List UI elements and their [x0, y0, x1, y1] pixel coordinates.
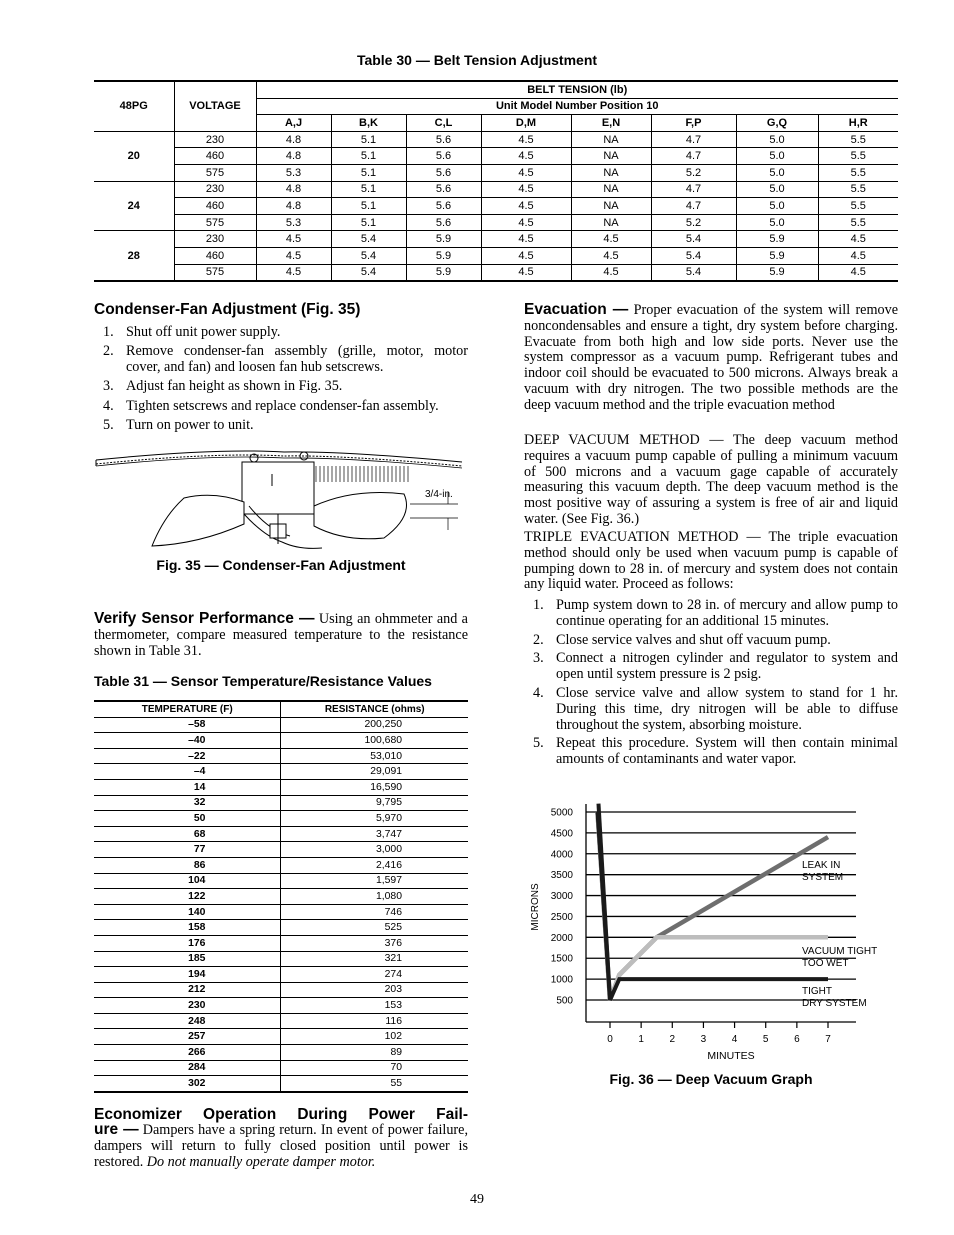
tension-cell: 5.5	[818, 164, 898, 181]
unit-size: 28	[94, 231, 174, 281]
tension-cell: 5.6	[406, 214, 481, 231]
tension-cell: 5.1	[331, 148, 406, 165]
fig35-caption: Fig. 35 — Condenser-Fan Adjustment	[156, 557, 406, 573]
tension-cell: 4.5	[256, 231, 331, 248]
step-text: Close service valves and shut off vacuum pump.	[556, 631, 831, 648]
series-label: TOO WET	[802, 958, 849, 969]
series-label: TIGHT	[802, 986, 832, 997]
evacuation-paragraph	[524, 302, 898, 414]
step-number: 5.	[103, 416, 114, 433]
tension-cell: 5.0	[736, 164, 818, 181]
header-resistance: RESISTANCE (ohms)	[281, 701, 468, 717]
header-temperature: TEMPERATURE (F)	[94, 701, 281, 717]
tension-cell: 5.5	[818, 148, 898, 165]
tension-cell: 5.2	[651, 214, 736, 231]
header-belt-tension: BELT TENSION (lb)	[256, 81, 898, 98]
tension-cell: 5.6	[406, 164, 481, 181]
list-item	[524, 651, 898, 683]
table-row	[94, 795, 468, 811]
tension-cell: 4.5	[481, 264, 571, 281]
table-row	[94, 198, 898, 215]
tension-cell: 4.5	[481, 181, 571, 198]
table-row	[94, 873, 468, 889]
step-number: 2.	[533, 631, 544, 648]
tension-cell: 5.5	[818, 131, 898, 148]
resistance-cell: 3,747	[281, 826, 468, 842]
list-item	[94, 418, 468, 434]
step-number: 5.	[533, 735, 544, 752]
tension-cell: 4.8	[256, 181, 331, 198]
economizer-heading-line2: ure —	[94, 1121, 139, 1138]
table-row	[94, 733, 468, 749]
list-item	[94, 379, 468, 395]
x-tick-label: 3	[700, 1034, 707, 1045]
temperature-cell: 14	[94, 779, 281, 795]
voltage-cell: 230	[174, 181, 256, 198]
tension-cell: 5.9	[736, 247, 818, 264]
tension-cell: 5.4	[331, 247, 406, 264]
header-position: D,M	[481, 115, 571, 132]
resistance-cell: 89	[281, 1045, 468, 1061]
table-row	[94, 764, 468, 780]
y-axis-label: MICRONS	[530, 883, 541, 931]
y-tick-label: 500	[556, 995, 573, 1007]
tension-cell: NA	[571, 148, 651, 165]
header-position: F,P	[651, 115, 736, 132]
list-item	[524, 633, 898, 649]
belt-tension-table	[94, 80, 898, 282]
header-position: B,K	[331, 115, 406, 132]
step-text: Pump system down to 28 in. of mercury and allow pump to continue operating for an additional 15 minutes.	[556, 597, 898, 629]
list-item	[524, 736, 898, 768]
step-number: 4.	[103, 397, 114, 414]
voltage-cell: 460	[174, 148, 256, 165]
temperature-cell: –4	[94, 764, 281, 780]
step-number: 1.	[533, 597, 544, 613]
series-line	[598, 812, 829, 1000]
resistance-cell: 29,091	[281, 764, 468, 780]
table-row	[94, 164, 898, 181]
temperature-cell: 257	[94, 1029, 281, 1045]
table30-title: Table 30 — Belt Tension Adjustment	[356, 52, 598, 68]
tension-cell: 5.6	[406, 181, 481, 198]
series-label: SYSTEM	[802, 872, 844, 883]
header-position: E,N	[571, 115, 651, 132]
tension-cell: 5.1	[331, 181, 406, 198]
economizer-warning: Do not manually operate damper motor.	[146, 1153, 376, 1170]
resistance-cell: 321	[281, 951, 468, 967]
tension-cell: 5.9	[736, 231, 818, 248]
tension-cell: 4.7	[651, 148, 736, 165]
resistance-cell: 525	[281, 920, 468, 936]
step-number: 3.	[533, 650, 544, 667]
tension-cell: 4.5	[481, 164, 571, 181]
tension-cell: 5.1	[331, 214, 406, 231]
tension-cell: 4.5	[256, 264, 331, 281]
temperature-cell: 140	[94, 904, 281, 920]
temperature-cell: 284	[94, 1060, 281, 1076]
table-row	[94, 748, 468, 764]
temperature-cell: 266	[94, 1045, 281, 1061]
step-number: 2.	[103, 343, 114, 360]
series-label: LEAK IN	[802, 860, 841, 871]
list-item	[94, 399, 468, 415]
table-row	[94, 214, 898, 231]
temperature-cell: 176	[94, 935, 281, 951]
step-text: Adjust fan height as shown in Fig. 35.	[126, 378, 343, 395]
step-text: Shut off unit power supply.	[126, 324, 281, 340]
tension-cell: 4.5	[481, 214, 571, 231]
resistance-cell: 203	[281, 982, 468, 998]
tension-cell: 4.8	[256, 131, 331, 148]
tension-cell: 5.5	[818, 198, 898, 215]
tension-cell: 4.5	[481, 247, 571, 264]
x-tick-label: 1	[638, 1034, 644, 1045]
table-row	[94, 181, 898, 198]
table-row	[94, 779, 468, 795]
temperature-cell: –58	[94, 717, 281, 733]
triple-evac-paragraph: TRIPLE EVACUATION METHOD — The triple evacuation method should only be used when vacuum pump is capable of pumping down to 28 in. of mercury and system does not contain any liquid water. Proceed as follows:	[524, 529, 898, 593]
verify-body: Using an ohmmeter and a thermometer, compare measured temperature to the resistance shown in Table 31.	[94, 611, 468, 659]
tension-cell: 5.5	[818, 214, 898, 231]
temperature-cell: 185	[94, 951, 281, 967]
resistance-cell: 16,590	[281, 779, 468, 795]
y-tick-label: 2000	[550, 932, 573, 944]
y-tick-label: 3500	[550, 870, 573, 882]
table31-title: Table 31 — Sensor Temperature/Resistance Values	[94, 673, 432, 689]
header-voltage: VOLTAGE	[174, 81, 256, 131]
table-row	[94, 1013, 468, 1029]
resistance-cell: 274	[281, 967, 468, 983]
list-item	[524, 686, 898, 733]
tension-cell: 5.5	[818, 181, 898, 198]
resistance-cell: 116	[281, 1013, 468, 1029]
resistance-cell: 5,970	[281, 811, 468, 827]
resistance-cell: 102	[281, 1029, 468, 1045]
temperature-cell: 302	[94, 1076, 281, 1092]
temperature-cell: –22	[94, 748, 281, 764]
step-text: Repeat this procedure. System will then contain minimal amounts of contaminants and water vapor.	[556, 735, 898, 768]
x-tick-label: 5	[762, 1034, 769, 1045]
step-number: 4.	[533, 684, 544, 701]
tension-cell: 5.3	[256, 164, 331, 181]
y-tick-label: 3000	[550, 891, 573, 903]
step-number: 3.	[103, 378, 114, 395]
table-row	[94, 826, 468, 842]
table-row	[94, 920, 468, 936]
table-row	[94, 998, 468, 1014]
tension-cell: 4.5	[256, 247, 331, 264]
voltage-cell: 575	[174, 264, 256, 281]
deep-vacuum-chart	[524, 800, 898, 1068]
header-position: G,Q	[736, 115, 818, 132]
tension-cell: 4.5	[571, 231, 651, 248]
x-tick-label: 6	[794, 1034, 800, 1045]
temperature-cell: 122	[94, 889, 281, 905]
voltage-cell: 230	[174, 231, 256, 248]
tension-cell: 5.1	[331, 164, 406, 181]
temperature-cell: –40	[94, 733, 281, 749]
y-tick-label: 1000	[550, 974, 573, 986]
evacuation-heading: Evacuation —	[524, 301, 629, 318]
y-tick-label: 4000	[550, 849, 573, 861]
unit-size: 20	[94, 131, 174, 181]
resistance-cell: 153	[281, 998, 468, 1014]
step-text: Remove condenser-fan assembly (grille, motor, motor cover, and fan) and loosen fan hub setscrews.	[126, 343, 468, 376]
header-position: H,R	[818, 115, 898, 132]
sensor-table	[94, 700, 468, 1093]
tension-cell: 5.4	[651, 264, 736, 281]
table-row	[94, 904, 468, 920]
x-tick-label: 0	[607, 1034, 613, 1045]
tension-cell: 5.6	[406, 148, 481, 165]
series-label: VACUUM TIGHT	[802, 946, 878, 957]
evacuation-steps	[524, 598, 898, 771]
step-text: Turn on power to unit.	[126, 416, 254, 433]
resistance-cell: 9,795	[281, 795, 468, 811]
page-number: 49	[470, 1192, 484, 1207]
tension-cell: 4.7	[651, 131, 736, 148]
tension-cell: 4.5	[481, 231, 571, 248]
resistance-cell: 1,080	[281, 889, 468, 905]
condenser-heading: Condenser-Fan Adjustment (Fig. 35)	[94, 301, 361, 318]
tension-cell: 4.5	[818, 231, 898, 248]
table-row	[94, 889, 468, 905]
tension-cell: 4.5	[481, 131, 571, 148]
table-row	[94, 264, 898, 281]
deep-vacuum-paragraph: DEEP VACUUM METHOD — The deep vacuum method requires a vacuum pump capable of pulling a minimum vacuum of 500 microns and a vacuum gage capable of accurately measuring this vacuum depth. The deep vacuum method is the most positive way of assuring a system is free of air and liquid water. (See Fig. 36.)	[524, 432, 898, 527]
tension-cell: 5.9	[406, 231, 481, 248]
temperature-cell: 104	[94, 873, 281, 889]
tension-cell: 5.0	[736, 131, 818, 148]
tension-cell: 4.8	[256, 198, 331, 215]
x-tick-label: 2	[669, 1034, 676, 1045]
table-row	[94, 951, 468, 967]
tension-cell: 5.6	[406, 131, 481, 148]
tension-cell: 5.9	[406, 247, 481, 264]
y-tick-label: 5000	[550, 807, 573, 819]
tension-cell: 5.4	[651, 247, 736, 264]
evacuation-body: Proper evacuation of the system will remove noncondensables and ensure a tight, dry system before charging. Evacuate from both high and low side ports. Never use the system compressor as a vacuum pump. Refrigerant tubes and indoor coil should be evacuated to 500 microns. Always break a vacuum with dry nitrogen. The two possible methods are the deep vacuum method and the triple evacuation method	[524, 302, 898, 413]
table-row	[94, 811, 468, 827]
verify-paragraph	[94, 611, 468, 659]
resistance-cell: 55	[281, 1076, 468, 1092]
resistance-cell: 200,250	[281, 717, 468, 733]
series-label: DRY SYSTEM	[802, 998, 867, 1009]
temperature-cell: 194	[94, 967, 281, 983]
tension-cell: 4.7	[651, 181, 736, 198]
tension-cell: 5.0	[736, 148, 818, 165]
temperature-cell: 32	[94, 795, 281, 811]
resistance-cell: 70	[281, 1060, 468, 1076]
condenser-steps	[94, 325, 468, 437]
voltage-cell: 575	[174, 214, 256, 231]
resistance-cell: 376	[281, 935, 468, 951]
table-row	[94, 131, 898, 148]
table-row	[94, 1076, 468, 1092]
fig35-dimension-label: 3/4-in.	[425, 489, 453, 500]
tension-cell: 5.0	[736, 214, 818, 231]
verify-heading: Verify Sensor Performance —	[94, 610, 315, 627]
table-row	[94, 982, 468, 998]
tension-cell: 5.0	[736, 198, 818, 215]
economizer-body: Dampers have a spring return. In event of power failure, dampers will return to fully closed position until power is restored.	[94, 1122, 468, 1170]
header-48pg: 48PG	[94, 81, 174, 131]
resistance-cell: 746	[281, 904, 468, 920]
economizer-paragraph	[94, 1122, 468, 1170]
header-position: A,J	[256, 115, 331, 132]
tension-cell: 4.8	[256, 148, 331, 165]
temperature-cell: 50	[94, 811, 281, 827]
tension-cell: 5.0	[736, 181, 818, 198]
tension-cell: 4.5	[818, 264, 898, 281]
resistance-cell: 1,597	[281, 873, 468, 889]
x-tick-label: 4	[731, 1034, 738, 1045]
tension-cell: 4.5	[481, 148, 571, 165]
table-row	[94, 1060, 468, 1076]
tension-cell: 4.5	[818, 247, 898, 264]
temperature-cell: 230	[94, 998, 281, 1014]
tension-cell: NA	[571, 181, 651, 198]
step-text: Tighten setscrews and replace condenser-fan assembly.	[126, 397, 439, 414]
fig36-caption: Fig. 36 — Deep Vacuum Graph	[609, 1071, 813, 1087]
table-row	[94, 967, 468, 983]
table-row	[94, 247, 898, 264]
header-position: C,L	[406, 115, 481, 132]
x-axis-label: MINUTES	[707, 1050, 755, 1062]
step-text: Connect a nitrogen cylinder and regulator to system and open until system pressure is 2 psig.	[556, 650, 898, 683]
economizer-heading-line1: Economizer Operation During Power Fail-	[94, 1106, 468, 1123]
table-row	[94, 1029, 468, 1045]
tension-cell: 4.5	[481, 198, 571, 215]
temperature-cell: 77	[94, 842, 281, 858]
list-item	[94, 325, 468, 341]
step-text: Close service valve and allow system to stand for 1 hr. During this time, dry nitrogen will be able to diffuse throughout the system, absorbing moisture.	[556, 684, 898, 733]
tension-cell: 5.4	[331, 231, 406, 248]
tension-cell: NA	[571, 214, 651, 231]
tension-cell: 5.9	[406, 264, 481, 281]
temperature-cell: 212	[94, 982, 281, 998]
temperature-cell: 86	[94, 857, 281, 873]
tension-cell: NA	[571, 131, 651, 148]
voltage-cell: 575	[174, 164, 256, 181]
table-row	[94, 842, 468, 858]
header-unit-model: Unit Model Number Position 10	[256, 98, 898, 115]
tension-cell: 4.5	[571, 264, 651, 281]
y-tick-label: 4500	[550, 828, 573, 840]
tension-cell: NA	[571, 164, 651, 181]
voltage-cell: 460	[174, 247, 256, 264]
y-tick-label: 2500	[550, 911, 573, 923]
table-row	[94, 1045, 468, 1061]
table-row	[94, 935, 468, 951]
x-tick-label: 7	[825, 1034, 831, 1045]
tension-cell: 5.3	[256, 214, 331, 231]
resistance-cell: 100,680	[281, 733, 468, 749]
resistance-cell: 53,010	[281, 748, 468, 764]
tension-cell: 5.1	[331, 198, 406, 215]
temperature-cell: 68	[94, 826, 281, 842]
resistance-cell: 3,000	[281, 842, 468, 858]
table-row	[94, 148, 898, 165]
list-item	[524, 598, 898, 630]
tension-cell: 5.2	[651, 164, 736, 181]
y-tick-label: 1500	[550, 953, 573, 965]
voltage-cell: 460	[174, 198, 256, 215]
resistance-cell: 2,416	[281, 857, 468, 873]
tension-cell: NA	[571, 198, 651, 215]
temperature-cell: 248	[94, 1013, 281, 1029]
tension-cell: 5.4	[331, 264, 406, 281]
unit-size: 24	[94, 181, 174, 231]
voltage-cell: 230	[174, 131, 256, 148]
temperature-cell: 158	[94, 920, 281, 936]
tension-cell: 5.6	[406, 198, 481, 215]
tension-cell: 5.4	[651, 231, 736, 248]
step-number: 1.	[103, 324, 114, 340]
table-row	[94, 717, 468, 733]
tension-cell: 4.5	[571, 247, 651, 264]
table-row	[94, 857, 468, 873]
condenser-fan-figure	[94, 446, 468, 552]
table-row	[94, 231, 898, 248]
tension-cell: 4.7	[651, 198, 736, 215]
tension-cell: 5.9	[736, 264, 818, 281]
tension-cell: 5.1	[331, 131, 406, 148]
list-item	[94, 344, 468, 376]
